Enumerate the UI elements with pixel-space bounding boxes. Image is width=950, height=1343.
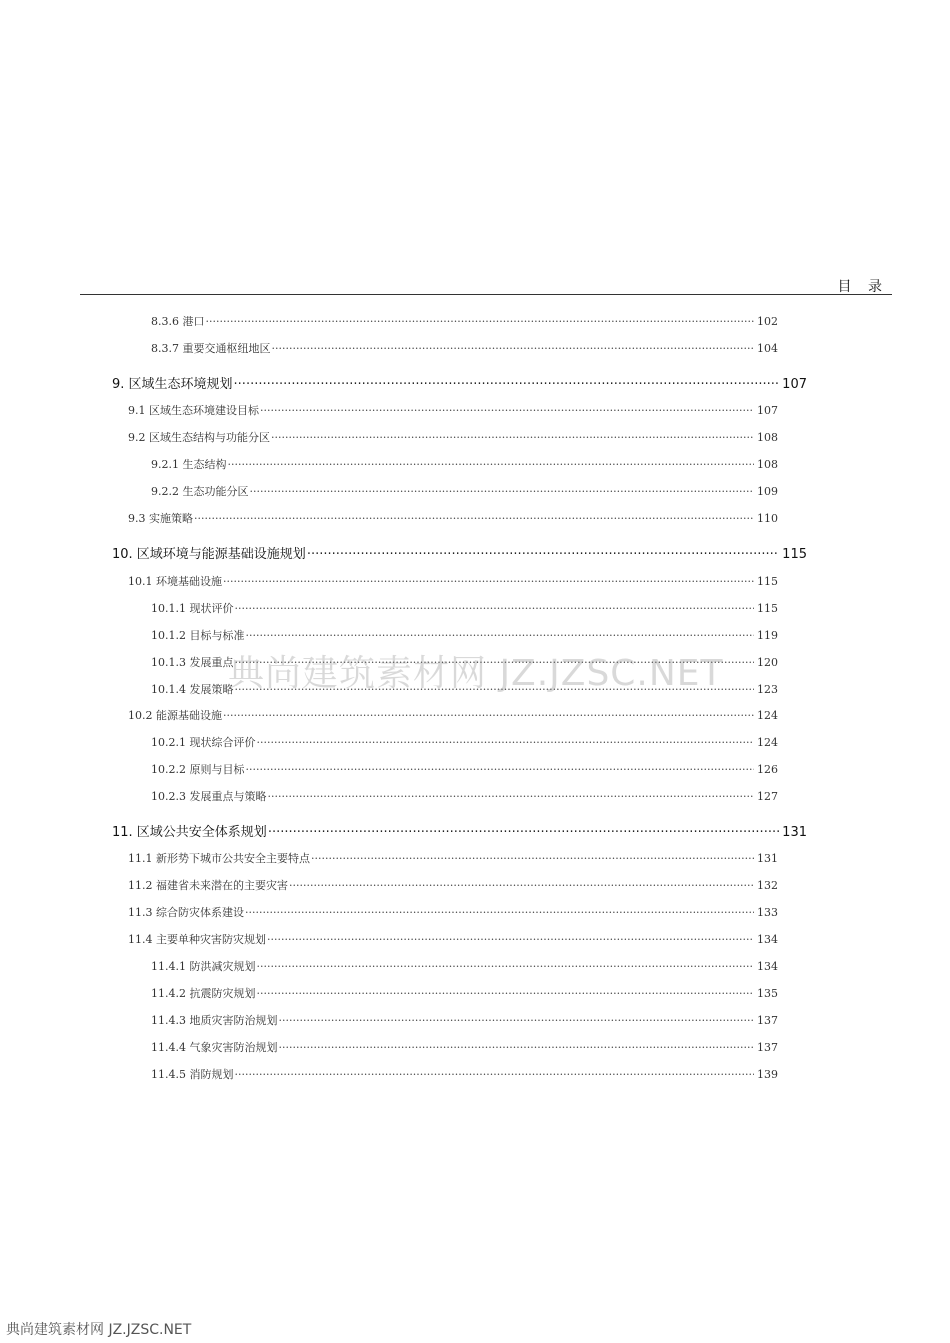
toc-entry-label: 10.1.3 发展重点 bbox=[151, 656, 234, 669]
toc-entry-label: 9.1 区域生态环境建设目标 bbox=[128, 404, 259, 417]
toc-entry-label: 10.2 能源基础设施 bbox=[128, 709, 222, 722]
dot-leader bbox=[272, 342, 755, 355]
dot-leader bbox=[256, 960, 754, 973]
dot-leader bbox=[250, 485, 755, 498]
dot-leader bbox=[256, 736, 754, 749]
toc-entry-label: 8.3.6 港口 bbox=[151, 315, 205, 328]
toc-entry-label: 11.3 综合防灾体系建设 bbox=[128, 906, 244, 919]
dot-leader bbox=[223, 709, 754, 722]
toc-entry[interactable] bbox=[128, 510, 778, 526]
toc-entry[interactable] bbox=[151, 1039, 778, 1055]
toc-entry[interactable] bbox=[128, 931, 778, 947]
toc-entry-label: 9.2.1 生态结构 bbox=[151, 458, 227, 471]
dot-leader bbox=[234, 602, 754, 615]
toc-entry-page: 115 bbox=[782, 547, 807, 562]
toc-entry-page: 120 bbox=[757, 656, 778, 669]
toc-entry-page: 126 bbox=[757, 763, 778, 776]
dot-leader bbox=[228, 458, 755, 471]
toc-entry[interactable] bbox=[128, 707, 778, 723]
toc-entry-label: 11.4 主要单种灾害防灾规划 bbox=[128, 933, 266, 946]
toc-entry-page: 135 bbox=[757, 987, 778, 1000]
toc-entry-label: 10.2.1 现状综合评价 bbox=[151, 736, 256, 749]
toc-entry-page: 115 bbox=[757, 602, 778, 615]
toc-entry[interactable] bbox=[128, 850, 778, 866]
toc-entry-label: 11.4.3 地质灾害防治规划 bbox=[151, 1014, 278, 1027]
toc-entry-label: 11.4.1 防洪减灾规划 bbox=[151, 960, 256, 973]
toc-entry[interactable] bbox=[151, 313, 778, 329]
toc-entry[interactable] bbox=[128, 429, 778, 445]
toc-entry-label: 11.4.2 抗震防灾规划 bbox=[151, 987, 256, 1000]
toc-entry-page: 134 bbox=[757, 960, 778, 973]
toc-entry[interactable] bbox=[151, 734, 778, 750]
dot-leader bbox=[234, 377, 780, 392]
toc-entry-page: 134 bbox=[757, 933, 778, 946]
toc-entry[interactable] bbox=[151, 600, 778, 616]
toc-entry-page: 110 bbox=[757, 512, 778, 525]
toc-entry-page: 108 bbox=[757, 458, 778, 471]
toc-entry-page: 132 bbox=[757, 879, 778, 892]
center-watermark: 典尚建筑素材网 JZ.JZSC.NET bbox=[228, 653, 724, 694]
toc-entry-page: 139 bbox=[757, 1068, 778, 1081]
toc-entry-label: 10.1.1 现状评价 bbox=[151, 602, 234, 615]
toc-entry-page: 131 bbox=[757, 852, 778, 865]
toc-entry-page: 115 bbox=[757, 575, 778, 588]
toc-entry[interactable] bbox=[128, 573, 778, 589]
toc-entry-label: 9.2 区域生态结构与功能分区 bbox=[128, 431, 270, 444]
toc-entry-page: 124 bbox=[757, 736, 778, 749]
toc-entry-page: 127 bbox=[757, 790, 778, 803]
dot-leader bbox=[311, 852, 754, 865]
toc-entry-label: 10.2.3 发展重点与策略 bbox=[151, 790, 267, 803]
toc-entry-page: 133 bbox=[757, 906, 778, 919]
toc-entry-page: 109 bbox=[757, 485, 778, 498]
toc-entry-label: 9.2.2 生态功能分区 bbox=[151, 485, 249, 498]
toc-entry[interactable] bbox=[112, 543, 807, 562]
toc-entry[interactable] bbox=[112, 373, 807, 392]
toc-entry-page: 123 bbox=[757, 683, 778, 696]
toc-entry-page: 104 bbox=[757, 342, 778, 355]
toc-entry[interactable] bbox=[151, 627, 778, 643]
toc-entry[interactable] bbox=[151, 483, 778, 499]
toc-entry-label: 10.1.4 发展策略 bbox=[151, 683, 234, 696]
toc-entry-page: 137 bbox=[757, 1041, 778, 1054]
toc-entry[interactable] bbox=[128, 402, 778, 418]
toc-entry-label: 11. 区域公共安全体系规划 bbox=[112, 825, 267, 840]
dot-leader bbox=[267, 933, 754, 946]
toc-entry[interactable] bbox=[151, 456, 778, 472]
toc-entry[interactable] bbox=[151, 985, 778, 1001]
toc-entry-page: 108 bbox=[757, 431, 778, 444]
toc-entry-label: 10. 区域环境与能源基础设施规划 bbox=[112, 547, 306, 562]
toc-entry-page: 102 bbox=[757, 315, 778, 328]
dot-leader bbox=[245, 763, 754, 776]
toc-entry-page: 119 bbox=[757, 629, 778, 642]
footer-watermark: 典尚建筑素材网 JZ.JZSC.NET bbox=[6, 1322, 192, 1338]
toc-entry-page: 107 bbox=[782, 377, 807, 392]
toc-entry[interactable] bbox=[128, 904, 778, 920]
toc-entry[interactable] bbox=[151, 1066, 778, 1082]
dot-leader bbox=[268, 825, 779, 840]
toc-entry-label: 10.1 环境基础设施 bbox=[128, 575, 222, 588]
dot-leader bbox=[245, 629, 754, 642]
dot-leader bbox=[206, 315, 755, 328]
dot-leader bbox=[194, 512, 754, 525]
toc-entry-page: 107 bbox=[757, 404, 778, 417]
toc-entry[interactable] bbox=[151, 761, 778, 777]
toc-entry-label: 10.1.2 目标与标准 bbox=[151, 629, 245, 642]
dot-leader bbox=[271, 431, 754, 444]
toc-entry-label: 8.3.7 重要交通枢纽地区 bbox=[151, 342, 271, 355]
toc-entry[interactable] bbox=[151, 1012, 778, 1028]
page-title: 目 录 bbox=[837, 279, 888, 295]
dot-leader bbox=[307, 547, 779, 562]
toc-entry-label: 10.2.2 原则与目标 bbox=[151, 763, 245, 776]
dot-leader bbox=[289, 879, 754, 892]
toc-entry[interactable] bbox=[151, 788, 778, 804]
toc-entry[interactable] bbox=[151, 958, 778, 974]
toc-entry-label: 9.3 实施策略 bbox=[128, 512, 193, 525]
toc-entry[interactable] bbox=[128, 877, 778, 893]
dot-leader bbox=[278, 1014, 754, 1027]
toc-entry[interactable] bbox=[112, 821, 807, 840]
toc-entry-label: 9. 区域生态环境规划 bbox=[112, 377, 233, 392]
toc-entry-page: 124 bbox=[757, 709, 778, 722]
toc-entry-label: 11.4.4 气象灾害防治规划 bbox=[151, 1041, 278, 1054]
toc-entry-label: 11.1 新形势下城市公共安全主要特点 bbox=[128, 852, 310, 865]
toc-entry-label: 11.2 福建省未来潜在的主要灾害 bbox=[128, 879, 288, 892]
dot-leader bbox=[234, 1068, 754, 1081]
dot-leader bbox=[223, 575, 754, 588]
toc-entry-page: 137 bbox=[757, 1014, 778, 1027]
toc-entry-page: 131 bbox=[782, 825, 807, 840]
toc-entry[interactable] bbox=[151, 340, 778, 356]
dot-leader bbox=[245, 906, 754, 919]
dot-leader bbox=[267, 790, 754, 803]
dot-leader bbox=[260, 404, 754, 417]
toc-entry-label: 11.4.5 消防规划 bbox=[151, 1068, 234, 1081]
dot-leader bbox=[278, 1041, 754, 1054]
dot-leader bbox=[256, 987, 754, 1000]
